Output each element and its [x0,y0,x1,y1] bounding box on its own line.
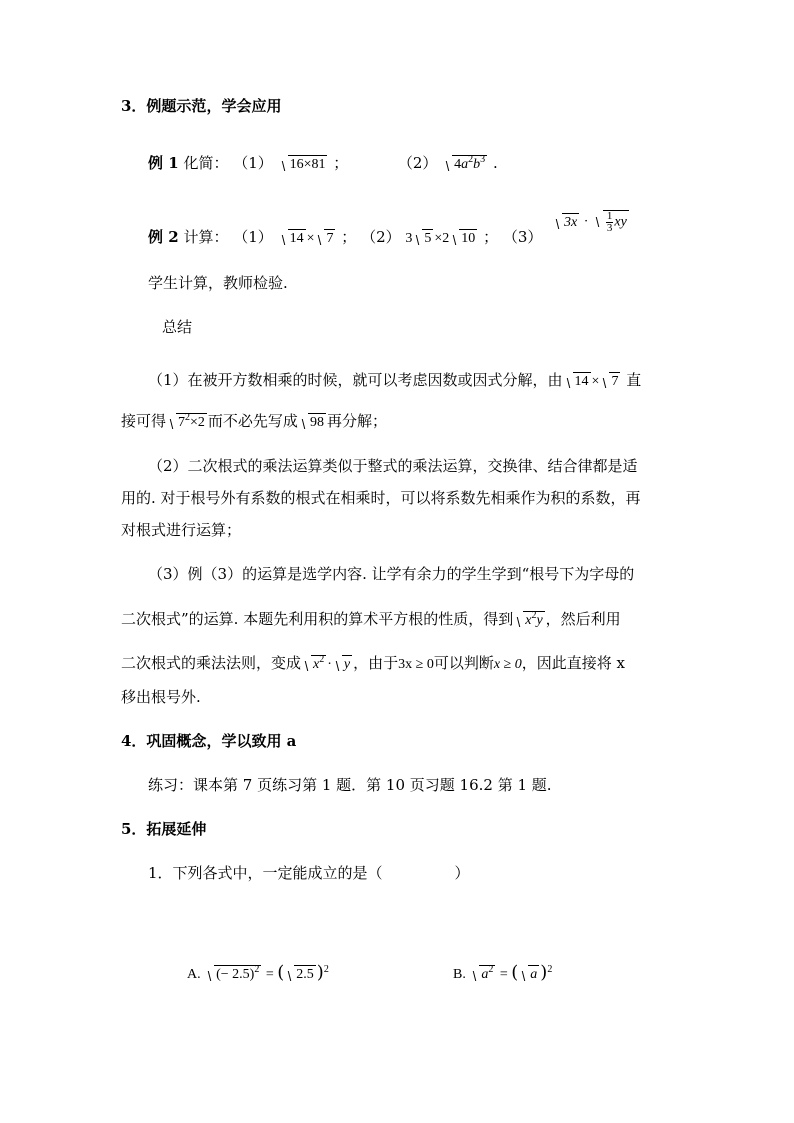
radical-fraction: $\frac{1}{3}$ xy [593,210,629,234]
radical: (− 2.5)$^2$ [205,964,261,986]
radical: a [519,964,539,986]
example-1-part-2-label: （2） [397,154,438,172]
example-1-line [148,152,498,176]
option-b: B. $a^2$ = ( a )$^2$ [453,962,552,987]
teacher-check-line: 学生计算，教师检验. [148,274,288,292]
radical: $7^2\times 2$ [167,412,207,434]
summary-3-line-1: （3）例（3）的运算是选学内容. 让学有余力的学生学到“根号下为字母的 [148,565,635,583]
radical: 98 [299,412,326,434]
coefficient: 3 [405,231,413,246]
inequality: 3x ≥ 0 [398,657,434,672]
example-2-part-3-expression [552,210,630,234]
period: . [492,154,498,172]
coefficient: 4 [454,157,462,172]
summary-2-line-3: 对根式进行运算； [121,521,242,539]
summary-1-line-1: （1）在被开方数相乘的时候，就可以考虑因数或因式分解，由 14 × 7 直 [148,369,641,393]
times: × [306,231,315,246]
question-1: 1．下列各式中，一定能成立的是（ ） [148,864,470,882]
example-2-part-3-label: （3） [502,228,543,246]
section-3-heading: 3．例题示范，学会应用 [121,97,282,115]
summary-3-line-3: 二次根式的乘法法则，变成 $x^2 \cdot y$ ，由于3x ≥ 0可以判断x ≥ 0，因此直接将 x [121,652,625,676]
radical: 5 [413,228,433,250]
fraction: $\frac{1}{3}$ [606,210,613,234]
radical: $x^2y$ [514,610,544,632]
example-2-label: 例 2 [148,228,179,246]
exponent: 2 [468,154,474,165]
summary-3-line-2: 二次根式”的运算. 本题先利用积的算术平方根的性质，得到 $x^2y$ ，然后利用 [121,608,621,632]
radical: 14 [279,228,306,250]
section-4-heading: 4．巩固概念，学以致用 a [121,732,297,750]
dot: · [583,214,589,230]
example-2-verb: 计算： [183,228,229,246]
radical: 14 [564,371,591,393]
separator: ； [333,154,349,172]
example-1-label: 例 1 [148,154,179,172]
separator: ； [341,228,357,246]
radical: $a^2$ [470,964,495,986]
example-1-part-1-label: （1） [233,154,273,172]
option-a-label: A. [187,967,201,982]
radical: 2.5 [285,964,316,986]
example-1-radical-2 [443,154,487,176]
section-5-heading: 5．拓展延伸 [121,820,207,838]
summary-1-line-2: 接可得 $7^2\times 2$ 而不必先写成 98 再分解； [121,410,387,434]
var-a: a [461,157,469,172]
summary-title: 总结 [162,318,193,336]
summary-3-line-4: 移出根号外. [121,688,201,706]
radicand: 16×81 [289,157,326,172]
practice-line: 练习：课本第 7 页练习第 1 题．第 10 页习题 16.2 第 1 题. [148,776,552,794]
exponent: 3 [480,154,486,165]
radical: 3x [553,212,579,234]
example-2-part-2-label: （2） [361,228,401,246]
example-2-part-1-label: （1） [233,228,273,246]
separator: ； [483,228,499,246]
summary-2-line-2: 用的. 对于根号外有系数的根式在相乘时，可以将系数先相乘作为积的系数，再 [121,489,641,507]
radical: 10 [450,228,477,250]
summary-2-line-1: （2）二次根式的乘法运算类似于整式的乘法运算，交换律、结合律都是适 [148,457,638,475]
times: ×2 [434,231,450,246]
radical: 7 [600,371,620,393]
example-1-radical-1 [279,154,328,176]
example-1-verb: 化简： [183,154,229,172]
inequality: x ≥ 0 [493,657,522,672]
option-a: A. (− 2.5)$^2$ = ( 2.5 )$^2$ [187,962,329,987]
option-b-label: B. [453,967,466,982]
radical: 7 [315,228,335,250]
radical: $x^2$ [302,654,326,676]
example-2-line [148,226,542,250]
var-b: b [473,157,481,172]
radical: y [333,654,352,676]
